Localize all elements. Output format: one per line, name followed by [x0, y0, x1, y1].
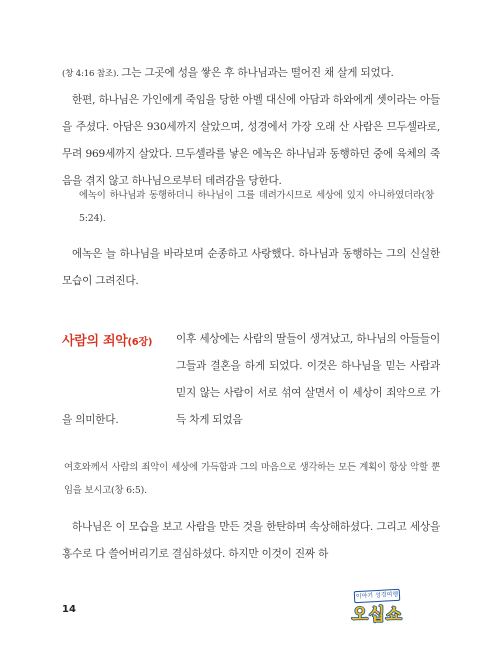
- series-logo-tag: 이야기 성경여행: [354, 589, 401, 603]
- section-heading-text: 사람의 죄악: [62, 334, 128, 349]
- page-number: 14: [62, 604, 76, 615]
- series-logo-title: 오십쇼: [351, 605, 403, 625]
- series-logo: [336, 590, 416, 626]
- paragraph-1: [62, 60, 440, 88]
- scripture-reference: (창 4:16 참조).: [62, 69, 122, 79]
- section-heading: [62, 330, 152, 349]
- paragraph-1-text: 그는 그곳에 성을 쌓은 후 하나님과는 떨어진 채 살게 되었다.: [121, 67, 394, 79]
- section-body: 이후 세상에는 사람의 딸들이 생겨났고, 하나님의 아들들이 그들과 결혼을 하게 되었다. 이것은 하나님을 믿는 사람과 믿지 않는 사람이 서로 섞여 살면서 이 세상이 죄악으로 가득 차게 되었음: [176, 333, 440, 426]
- paragraph-4: 하나님은 이 모습을 보고 사람을 만든 것을 한탄하며 속상해하셨다. 그리고 세상을 홍수로 다 쓸어버리기로 결심하셨다. 하지만 이것이 진짜 하: [62, 521, 440, 560]
- paragraph-3: 에녹은 늘 하나님을 바라보며 순종하고 사랑했다. 하나님과 동행하는 그의 신실한 모습이 그려진다.: [62, 248, 440, 287]
- section-body-tail: 을 의미한다.: [62, 414, 119, 426]
- paragraph-2: 한편, 하나님은 가인에게 죽임을 당한 아벨 대신에 아담과 하와에게 셋이라는 아들을 주셨다. 아담은 930세까지 살았으며, 성경에서 가장 오래 산 사람은 므두셀라로, 무려 969세까지 살았다. 므두셀라를 낳은 에녹은 하나님과 동행하던 중에 육체의 죽음을 겪지 않고 하나님으로부터 데려감을 당한다.: [62, 94, 440, 187]
- scripture-quote-2: 여호와께서 사람의 죄악이 세상에 가득함과 그의 마음으로 생각하는 모든 계획이 항상 악할 뿐임을 보시고(창 6:5).: [64, 462, 440, 496]
- section-heading-chapter: (6장): [127, 337, 153, 348]
- scripture-quote-1: 에녹이 하나님과 동행하더니 하나님이 그를 데려가시므로 세상에 있지 아니하였더라(창 5:24).: [79, 190, 434, 224]
